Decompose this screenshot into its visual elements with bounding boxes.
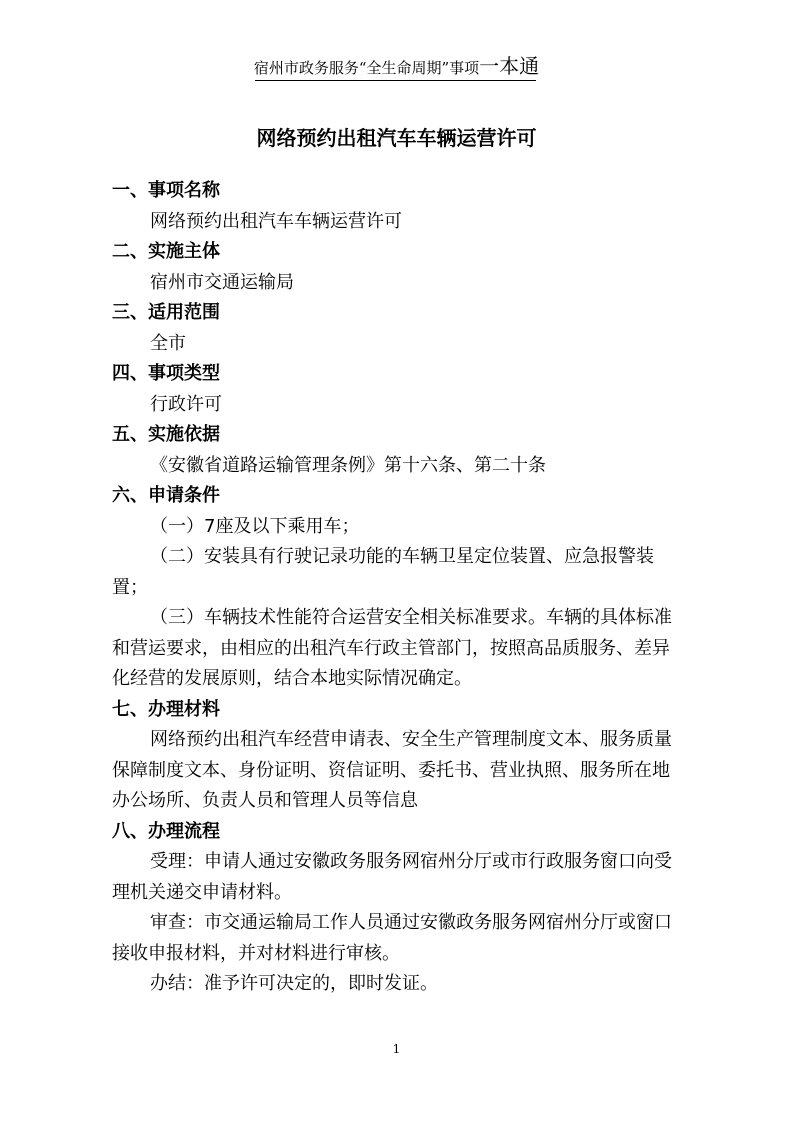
section-heading-scope: 三、适用范围 — [112, 302, 220, 323]
section-heading-basis: 五、实施依据 — [112, 424, 220, 445]
section-heading-materials: 七、办理材料 — [112, 698, 220, 720]
condition-item: （三）车辆技术性能符合运营安全相关标准要求。车辆的具体标准和营运要求，由相应的出租汽车行政主管部门，按照高品质服务、差异化经营的发展原则，结合本地实际情况确定。 — [112, 607, 672, 689]
section-value-scope: 全市 — [150, 332, 186, 354]
condition-item: （一）7座及以下乘用车； — [150, 515, 360, 537]
condition-item: （二）安装具有行驶记录功能的车辆卫星定位装置、应急报警装置； — [112, 546, 654, 598]
process-step: 受理：申请人通过安徽政务服务网宿州分厅或市行政服务窗口向受理机关递交申请材料。 — [112, 851, 672, 903]
section-heading-implementer: 二、实施主体 — [112, 241, 220, 262]
process-step: 办结：准予许可决定的，即时发证。 — [150, 973, 438, 994]
section-value-basis: 《安徽省道路运输管理条例》第十六条、第二十条 — [150, 454, 546, 476]
process-step: 审查：市交通运输局工作人员通过安徽政务服务网宿州分厅或窗口接收申报材料，并对材料进行审核。 — [112, 912, 672, 964]
document-title: 网络预约出租汽车车辆运营许可 — [256, 126, 537, 150]
header-underline — [255, 80, 536, 81]
section-heading-name: 一、事项名称 — [112, 180, 220, 201]
section-heading-process: 八、办理流程 — [112, 820, 220, 842]
page-header — [0, 56, 793, 78]
document-body — [112, 176, 684, 1000]
header-text: 宿州市政务服务“全生命周期”事项 — [253, 59, 480, 77]
section-value-type: 行政许可 — [150, 393, 222, 415]
materials-text: 网络预约出租汽车经营申请表、安全生产管理制度文本、服务质量保障制度文本、身份证明、资信证明、委托书、营业执照、服务所在地办公场所、负责人员和管理人员等信息 — [112, 729, 672, 811]
section-value-name: 网络预约出租汽车车辆运营许可 — [150, 210, 402, 232]
section-heading-conditions: 六、申请条件 — [112, 485, 220, 506]
section-heading-type: 四、事项类型 — [112, 363, 220, 384]
page-number: 1 — [392, 1042, 401, 1056]
header-text-tail: 一本通 — [479, 54, 540, 78]
section-value-implementer: 宿州市交通运输局 — [150, 271, 294, 293]
